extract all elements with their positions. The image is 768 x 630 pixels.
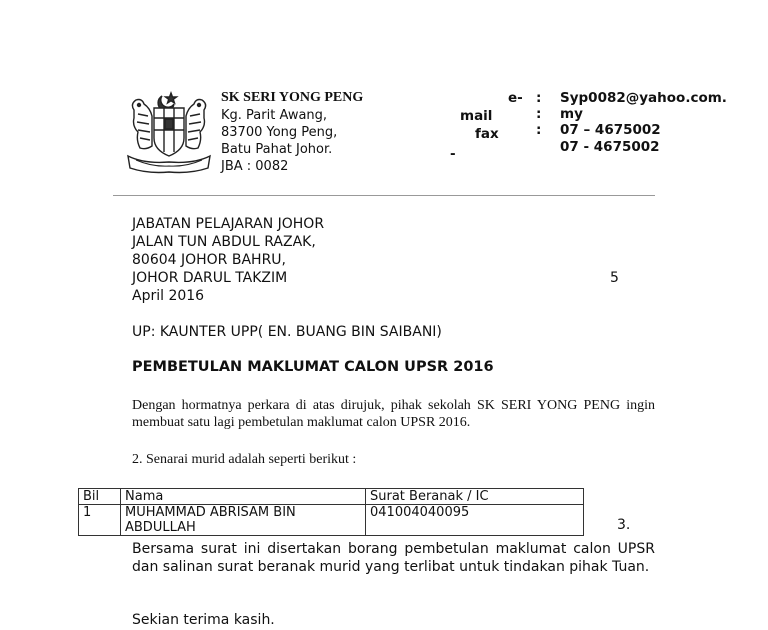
header-surat-beranak: Surat Beranak / IC (366, 489, 584, 505)
header-bil: Bil (79, 489, 121, 505)
paragraph-1: Dengan hormatnya perkara di atas dirujuk, pihak sekolah SK SERI YONG PENG ingin membuat satu lagi pembetulan maklumat calon UPSR 2016. (132, 398, 655, 430)
address-line: Kg. Parit Awang, (221, 108, 328, 123)
fax-label: fax (475, 126, 499, 142)
date-day: 5 (610, 270, 619, 286)
address-line: Batu Pahat Johor. (221, 142, 333, 157)
paragraph-3-number: 3. (617, 517, 631, 533)
fax-value: 07 – 4675002 (560, 122, 661, 138)
date-month-year: April 2016 (132, 288, 205, 304)
recipient-line: JALAN TUN ABDUL RAZAK, (132, 234, 316, 250)
header-nama: Nama (121, 489, 366, 505)
attention-line: UP: KAUNTER UPP( EN. BUANG BIN SAIBANI) (132, 324, 442, 340)
recipient-line: 80604 JOHOR BAHRU, (132, 252, 286, 268)
colon: : (536, 122, 542, 138)
school-name: SK SERI YONG PENG (221, 90, 364, 105)
jba-code: JBA : 0082 (221, 159, 289, 174)
letter-subject: PEMBETULAN MAKLUMAT CALON UPSR 2016 (132, 359, 494, 375)
colon: : (536, 90, 542, 106)
table-header-row (79, 489, 584, 505)
recipient-line: JABATAN PELAJARAN JOHOR (132, 216, 325, 232)
stray-dash: - (450, 146, 456, 162)
email-value: Syp0082@yahoo.com. (560, 90, 727, 106)
header-divider (113, 195, 655, 196)
student-table (78, 488, 584, 536)
paragraph-2: 2. Senarai murid adalah seperti berikut : (132, 452, 357, 467)
cell-ic: 041004040095 (366, 505, 584, 536)
paragraph-3: Bersama surat ini disertakan borang pembetulan maklumat calon UPSR dan salinan surat beranak murid yang terlibat untuk tindakan pihak Tuan. (132, 541, 655, 575)
cell-nama: MUHAMMAD ABRISAM BIN ABDULLAH (121, 505, 366, 536)
cell-bil: 1 (79, 505, 121, 536)
table-row (79, 505, 584, 536)
closing-line: Sekian terima kasih. (132, 612, 275, 628)
email-value-cont: my (560, 106, 583, 122)
email-label: e- (508, 90, 523, 106)
recipient-line: JOHOR DARUL TAKZIM (132, 270, 288, 286)
colon: : (536, 106, 542, 122)
email-label-cont: mail (460, 108, 493, 124)
address-line: 83700 Yong Peng, (221, 125, 338, 140)
phone-value: 07 - 4675002 (560, 139, 660, 155)
malaysia-coat-of-arms-icon (124, 90, 214, 174)
